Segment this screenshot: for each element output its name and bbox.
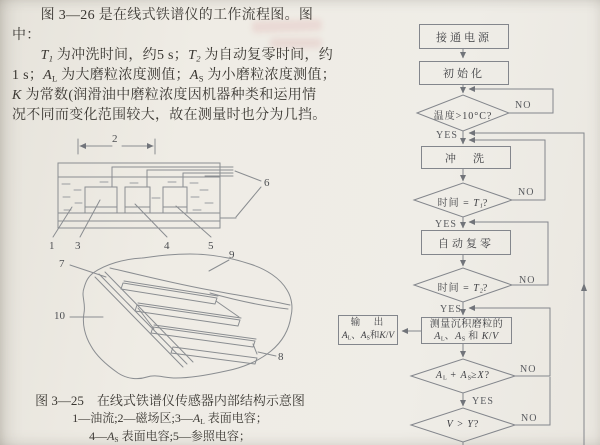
flow-decision-temperature: 温度>10°C? — [433, 111, 493, 122]
no-label-v: NO — [521, 413, 538, 424]
output-line-2: $A_L$、$A_S$和K/V — [341, 331, 395, 342]
flow-decision-time-t2: 时间 = $T_2$? — [437, 283, 489, 295]
body-paragraph: 图 3—26 是在线式铁谱仪的工作流程图。图 中： $T_1$ 为冲洗时间，约5 s；$T_2$ 为自动复零时间，约 1 s；$A_L$ 为大磨粒浓度测值；$A_S$ 为小磨粒浓度测值； K 为常数(润滑油中磨粒浓度因机器种类和运用情 况不同而变化范围较大，故在测量时也分为几挡。 — [12, 8, 337, 123]
part-label-9: 9 — [229, 249, 235, 261]
no-label-t1: NO — [518, 187, 535, 198]
part-label-1: 1 — [49, 240, 55, 252]
dim-label-2: 2 — [112, 133, 118, 145]
flow-box-power-on: 接通电源 — [419, 24, 509, 49]
part-label-3: 3 — [75, 240, 81, 252]
part-label-5: 5 — [208, 240, 214, 252]
flow-box-output — [338, 315, 398, 345]
interdigitated-electrodes — [121, 281, 257, 364]
flow-box-auto-zero: 自动复零 — [421, 230, 511, 255]
measure-line-2: $A_L$、$A_S$ 和 K/V — [434, 330, 499, 343]
flow-decision-time-t1: 时间 = $T_1$? — [437, 198, 489, 210]
leader-lines — [53, 171, 261, 237]
part-label-7: 7 — [59, 258, 65, 270]
yes-label-t2: YES — [440, 304, 462, 315]
flow-decision-v-y: V > Y? — [446, 419, 480, 430]
sensor-cross-section-drawing — [25, 130, 325, 250]
no-label-temp: NO — [515, 100, 532, 111]
measure-line-1: 测量沉积磨粒的 — [429, 318, 504, 330]
substrate-outline — [83, 254, 292, 379]
yes-label-t1: YES — [435, 219, 457, 230]
magnetic-region-boundary — [110, 268, 290, 309]
sensor-3d-drawing — [50, 248, 320, 388]
figure-caption-title: 图 3—25 在线式铁谱仪传感器内部结构示意图 — [35, 393, 305, 408]
part-label-4: 4 — [164, 240, 170, 252]
flow-box-flush: 冲 洗 — [421, 146, 511, 169]
yes-label-x: YES — [472, 396, 494, 407]
no-label-x: NO — [520, 364, 537, 375]
figure-caption-line2: 1—油流;2—磁场区$;3—A_L$ 表面电容； — [72, 411, 268, 427]
no-label-t2: NO — [519, 275, 536, 286]
part-label-6: 6 — [264, 177, 270, 189]
part-label-10: 10 — [54, 310, 65, 322]
figure-caption-line3: $4—A_S$ 表面电容;5—参照电容； — [89, 429, 251, 445]
flow-box-measure — [421, 317, 512, 344]
output-line-1: 输 出 — [350, 318, 386, 328]
flow-decision-al-as-x: $A_L + A_S\ge X$? — [435, 370, 491, 382]
part-label-8: 8 — [278, 351, 284, 363]
yes-label-temp: YES — [436, 130, 458, 141]
flow-box-initialize: 初始化 — [419, 61, 509, 85]
